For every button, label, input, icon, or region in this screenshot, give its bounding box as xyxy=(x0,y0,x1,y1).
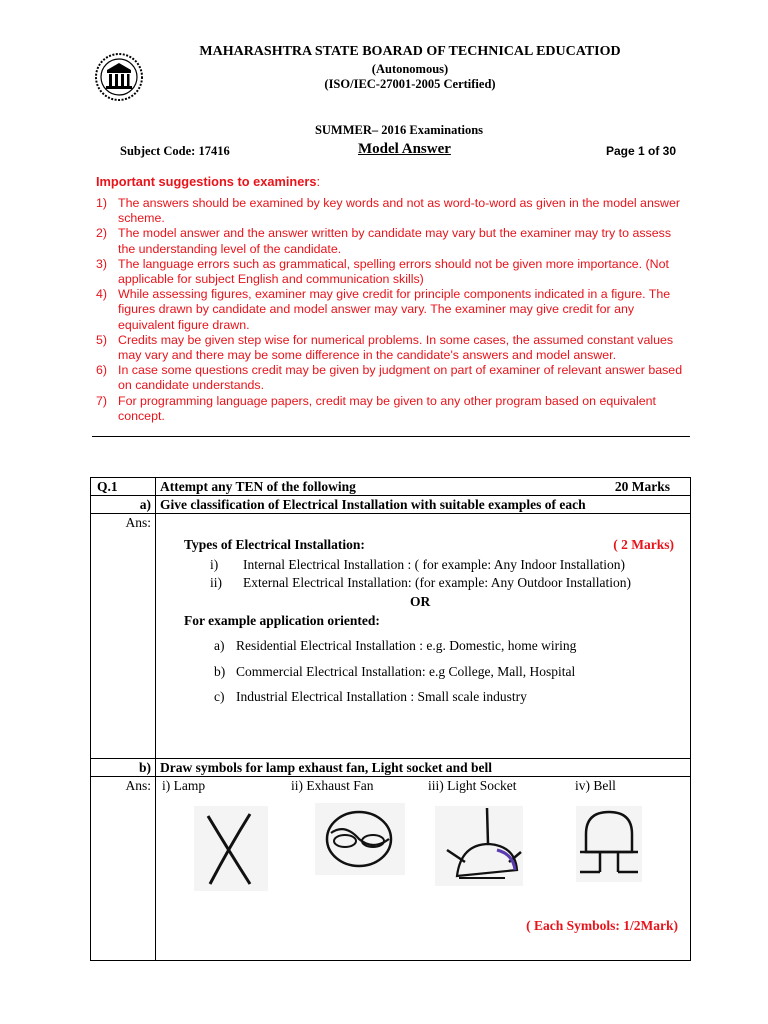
q1-title: Attempt any TEN of the following xyxy=(160,479,356,494)
model-answer-title: Model Answer xyxy=(358,141,451,157)
app-num: b) xyxy=(214,664,226,679)
type-num: ii) xyxy=(210,575,222,590)
app-text: Industrial Electrical Installation : Small scale industry xyxy=(236,689,527,704)
or-label: OR xyxy=(410,594,431,609)
q1a-question: Give classification of Electrical Installation with suitable examples of each xyxy=(156,496,691,514)
q1a-ans-label: Ans: xyxy=(91,514,156,759)
q1b-ans-label: Ans: xyxy=(91,777,156,961)
board-certification: (ISO/IEC-27001-2005 Certified) xyxy=(324,77,496,91)
list-item: 6) In case some questions credit may be given by judgment on part of examiner of relevant answer based on candidate understands. xyxy=(96,363,683,393)
list-item: 1) The answers should be examined by key words and not as word-to-word as given in the model answer scheme. xyxy=(96,196,681,226)
divider xyxy=(92,436,690,437)
q1-label: Q.1 xyxy=(91,478,156,496)
subject-code: Subject Code: 17416 xyxy=(120,144,230,158)
board-name: MAHARASHTRA STATE BOARAD OF TECHNICAL EDUCATIOD xyxy=(199,44,621,59)
q1b-question: Draw symbols for lamp exhaust fan, Light socket and bell xyxy=(156,759,691,777)
type-num: i) xyxy=(210,557,219,572)
lamp-symbol-icon xyxy=(194,806,268,891)
suggestions-list xyxy=(96,196,688,424)
q1b-label: b) xyxy=(91,759,156,777)
type-text: Internal Electrical Installation : ( for example: Any Indoor Installation) xyxy=(243,557,625,572)
question-table xyxy=(90,477,691,961)
app-num: c) xyxy=(214,689,225,704)
app-text: Commercial Electrical Installation: e.g College, Mall, Hospital xyxy=(236,664,576,679)
symbol-label-light-socket: iii) Light Socket xyxy=(428,778,517,793)
types-marks: ( 2 Marks) xyxy=(613,537,674,552)
list-item: 5) Credits may be given step wise for numerical problems. In some cases, the assumed constant values may vary and there may be some difference in the candidate's answers and model answer. xyxy=(96,332,674,363)
list-item: 2) The model answer and the answer written by candidate may vary but the examiner may try to assess the understanding level of the candidate. xyxy=(96,226,672,256)
list-item: 3) The language errors such as grammatical, spelling errors should not be given more importance. (Not applicable for subject English and communication skills) xyxy=(96,256,669,287)
q1a-answer xyxy=(156,514,691,759)
q1b-answer xyxy=(156,777,691,961)
bell-symbol-icon xyxy=(576,806,642,882)
board-autonomous: (Autonomous) xyxy=(371,62,449,76)
q1a-label: a) xyxy=(91,496,156,514)
symbol-label-bell: iv) Bell xyxy=(575,778,616,793)
symbols-marks-note: ( Each Symbols: 1/2Mark) xyxy=(526,918,678,933)
symbol-label-exhaust-fan: ii) Exhaust Fan xyxy=(291,778,374,793)
app-text: Residential Electrical Installation : e.g. Domestic, home wiring xyxy=(236,638,577,653)
app-heading: For example application oriented: xyxy=(184,613,380,628)
page-number: Page 1 of 30 xyxy=(606,144,677,158)
msbte-logo-icon xyxy=(94,52,144,102)
exam-title: SUMMER– 2016 Examinations xyxy=(314,123,484,137)
suggestions-title: Important suggestions to examiners: xyxy=(96,174,320,189)
symbol-label-lamp: i) Lamp xyxy=(162,778,206,793)
list-item: 7) For programming language papers, credit may be given to any other program based on equivalent concept. xyxy=(96,393,656,423)
exhaust-fan-symbol-icon xyxy=(315,803,405,875)
q1-header xyxy=(156,478,691,496)
app-num: a) xyxy=(214,638,225,653)
type-text: External Electrical Installation: (for example: Any Outdoor Installation) xyxy=(243,575,631,590)
list-item: 4) While assessing figures, examiner may give credit for principle components indicated in a figure. The figures drawn by candidate and model answer may vary. The examiner may give credit for any equivalent figure drawn. xyxy=(96,287,671,332)
light-socket-symbol-icon xyxy=(435,806,523,886)
types-heading: Types of Electrical Installation: xyxy=(184,537,365,552)
q1-marks: 20 Marks xyxy=(614,479,670,494)
